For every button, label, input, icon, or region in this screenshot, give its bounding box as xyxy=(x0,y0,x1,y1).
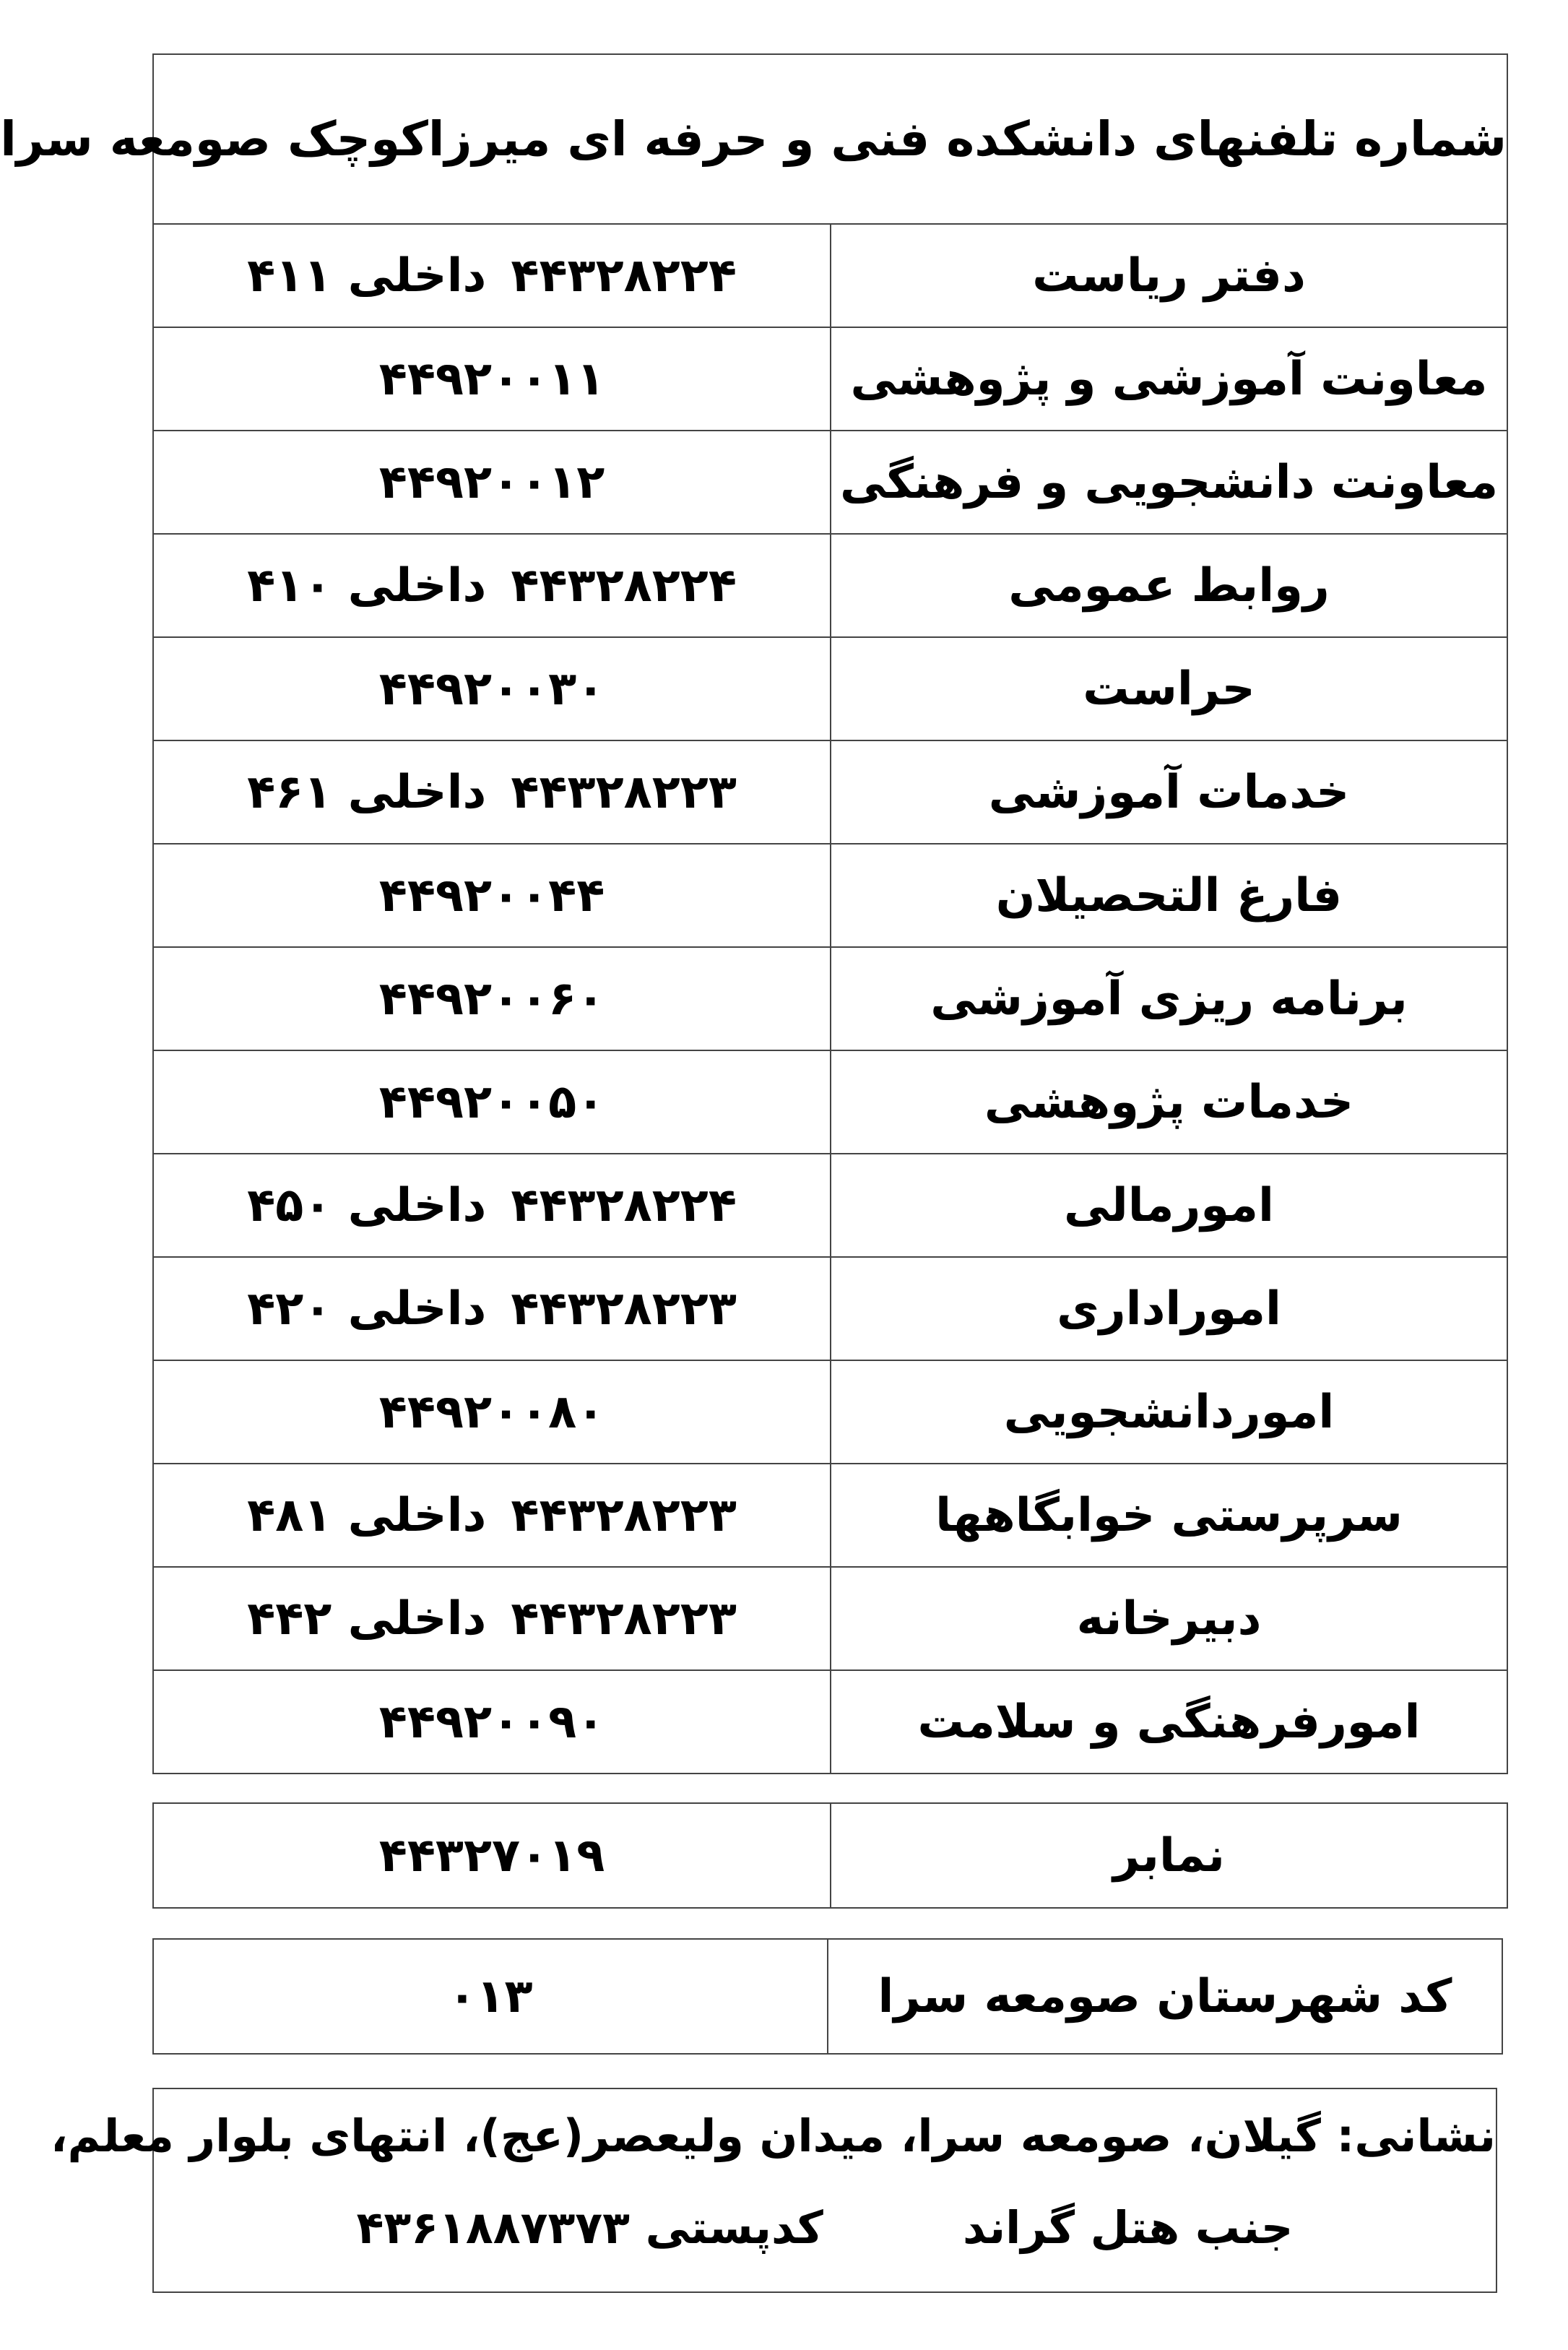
phone-directory-body xyxy=(0,54,1507,1774)
table-row xyxy=(153,327,1507,431)
phone-cell xyxy=(153,1464,831,1567)
address-box xyxy=(50,2088,1497,2293)
fax-row xyxy=(153,1803,1507,1908)
table-row xyxy=(153,224,1507,327)
extension-label: داخلی xyxy=(347,765,487,819)
phone-number: ۴۴۳۲۸۲۲۳ xyxy=(511,1591,737,1646)
department-name: اموراداری xyxy=(831,1257,1507,1360)
extension-label: داخلی xyxy=(347,1282,487,1336)
department-name: امورفرهنگی و سلامت xyxy=(831,1670,1507,1774)
department-name: دفتر ریاست xyxy=(831,224,1507,327)
department-name: خدمات آموزشی xyxy=(831,740,1507,844)
department-name: دبیرخانه xyxy=(831,1567,1507,1670)
phone-cell xyxy=(153,1050,831,1154)
phone-directory-table xyxy=(0,53,1508,1774)
department-name: روابط عمومی xyxy=(831,534,1507,637)
table-row xyxy=(153,534,1507,637)
department-name: خدمات پژوهشی xyxy=(831,1050,1507,1154)
postal-code-label: کدپستی xyxy=(645,2201,823,2254)
extension-label: داخلی xyxy=(347,249,487,303)
extension-number: ۴۸۱ xyxy=(247,1488,332,1542)
extension-number: ۴۴۲ xyxy=(247,1591,332,1646)
fax-number: ۴۴۳۲۷۰۱۹ xyxy=(153,1803,831,1908)
phone-cell xyxy=(153,1257,831,1360)
extension-label: داخلی xyxy=(347,1591,487,1646)
address-line-2 xyxy=(154,2201,1496,2254)
extension-number: ۴۵۰ xyxy=(247,1178,332,1232)
page-title: شماره تلفنهای دانشکده فنی و حرفه ای میرزاکوچک صومعه سرا xyxy=(153,54,1507,224)
table-row xyxy=(153,1567,1507,1670)
table-row xyxy=(153,1670,1507,1774)
address-landmark: جنب هتل گراند xyxy=(963,2201,1294,2254)
extension-number: ۴۲۰ xyxy=(247,1282,332,1336)
phone-number: ۴۴۹۲۰۰۶۰ xyxy=(378,972,605,1026)
department-name: معاونت آموزشی و پژوهشی xyxy=(831,327,1507,431)
table-row xyxy=(153,740,1507,844)
area-code-row xyxy=(153,1939,1502,2054)
phone-number: ۴۴۳۲۸۲۲۳ xyxy=(511,1282,737,1336)
phone-cell xyxy=(153,1360,831,1464)
title-row xyxy=(153,54,1507,224)
phone-cell xyxy=(153,637,831,740)
area-code-table xyxy=(152,1938,1503,2055)
table-row xyxy=(153,637,1507,740)
fax-table xyxy=(152,1802,1508,1909)
table-row xyxy=(153,947,1507,1050)
postal-code: ۴۳۶۱۸۸۷۳۷۳ xyxy=(356,2201,630,2254)
phone-cell xyxy=(153,947,831,1050)
extension-number: ۴۱۱ xyxy=(247,249,332,303)
table-row xyxy=(153,1050,1507,1154)
phone-cell xyxy=(153,534,831,637)
phone-number: ۴۴۳۲۸۲۲۳ xyxy=(511,1488,737,1542)
phone-number: ۴۴۳۲۸۲۲۴ xyxy=(511,558,737,613)
phone-cell xyxy=(153,740,831,844)
table-row xyxy=(153,1464,1507,1567)
phone-number: ۴۴۳۲۸۲۲۳ xyxy=(511,765,737,819)
phone-cell xyxy=(153,1154,831,1257)
table-row xyxy=(153,431,1507,534)
phone-number: ۴۴۹۲۰۰۵۰ xyxy=(378,1075,605,1129)
table-row xyxy=(153,1154,1507,1257)
extension-label: داخلی xyxy=(347,1488,487,1542)
phone-number: ۴۴۹۲۰۰۹۰ xyxy=(378,1695,605,1749)
department-name: حراست xyxy=(831,637,1507,740)
extension-label: داخلی xyxy=(347,1178,487,1232)
fax-label: نمابر xyxy=(831,1803,1507,1908)
phone-number: ۴۴۹۲۰۰۳۰ xyxy=(378,662,605,716)
department-name: اموردانشجویی xyxy=(831,1360,1507,1464)
department-name: برنامه ریزی آموزشی xyxy=(831,947,1507,1050)
area-code-value: ۰۱۳ xyxy=(153,1939,828,2054)
phone-cell xyxy=(153,224,831,327)
department-name: معاونت دانشجویی و فرهنگی xyxy=(831,431,1507,534)
address-line-1: نشانی: گیلان، صومعه سرا، میدان ولیعصر(عج)، انتهای بلوار معلم، xyxy=(50,2109,1496,2162)
phone-cell xyxy=(153,1567,831,1670)
phone-number: ۴۴۹۲۰۰۴۴ xyxy=(378,868,605,923)
extension-number: ۴۱۰ xyxy=(247,558,332,613)
table-row xyxy=(153,1360,1507,1464)
extension-label: داخلی xyxy=(347,558,487,613)
phone-cell xyxy=(153,327,831,431)
phone-number: ۴۴۳۲۸۲۲۴ xyxy=(511,1178,737,1232)
phone-cell xyxy=(153,844,831,947)
department-name: فارغ التحصیلان xyxy=(831,844,1507,947)
table-row xyxy=(153,844,1507,947)
department-name: سرپرستی خوابگاهها xyxy=(831,1464,1507,1567)
department-name: امورمالی xyxy=(831,1154,1507,1257)
table-row xyxy=(153,1257,1507,1360)
extension-number: ۴۶۱ xyxy=(247,765,332,819)
phone-number: ۴۴۹۲۰۰۱۲ xyxy=(378,455,605,509)
phone-cell xyxy=(153,431,831,534)
phone-number: ۴۴۹۲۰۰۸۰ xyxy=(378,1385,605,1439)
phone-cell xyxy=(153,1670,831,1774)
phone-number: ۴۴۹۲۰۰۱۱ xyxy=(378,352,605,406)
area-code-label: کد شهرستان صومعه سرا xyxy=(828,1939,1502,2054)
phone-number: ۴۴۳۲۸۲۲۴ xyxy=(511,249,737,303)
